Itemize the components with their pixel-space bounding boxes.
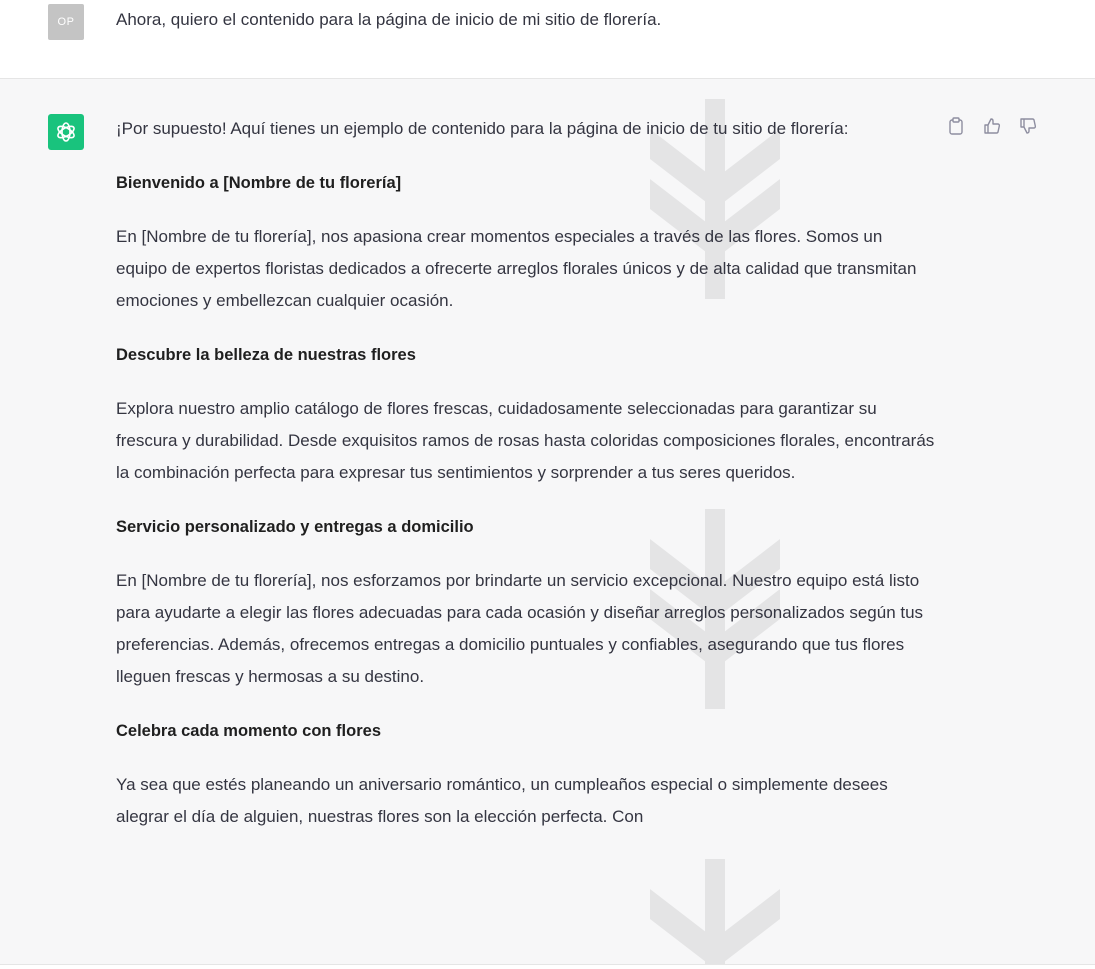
- message-actions: [945, 115, 1039, 137]
- section-body: Ya sea que estés planeando un aniversario romántico, un cumpleaños especial o simplemente desees alegrar el día de alguien, nuestras flores son la elección perfecta. Con: [116, 775, 888, 826]
- assistant-message-row: [0, 79, 1095, 964]
- user-message-text: Ahora, quiero el contenido para la página de inicio de mi sitio de florería.: [116, 10, 662, 29]
- thumbs-up-icon[interactable]: [981, 115, 1003, 137]
- section-heading: Bienvenido a [Nombre de tu florería]: [116, 174, 402, 192]
- assistant-intro: ¡Por supuesto! Aquí tienes un ejemplo de contenido para la página de inicio de tu sitio de florería:: [116, 119, 849, 138]
- avatar: OP: [48, 4, 84, 40]
- section-heading: Servicio personalizado y entregas a domicilio: [116, 518, 474, 536]
- clipboard-icon[interactable]: [945, 115, 967, 137]
- user-message-row: [0, 0, 1095, 79]
- section-body: En [Nombre de tu florería], nos esforzamos por brindarte un servicio excepcional. Nuestro equipo está listo para ayudarte a elegir las flores adecuadas para cada ocasión y diseñar arreglos personalizados según tus preferencias. Además, ofrecemos entregas a domicilio puntuales y confiables, asegurando que tus flores lleguen frescas y hermosas a su destino.: [116, 571, 924, 686]
- section-body: En [Nombre de tu florería], nos apasiona crear momentos especiales a través de las flores. Somos un equipo de expertos floristas dedicados a ofrecerte arreglos florales únicos y de alta calidad que transmitan emociones y embellezcan cualquier ocasión.: [116, 227, 917, 310]
- section-body: Explora nuestro amplio catálogo de flores frescas, cuidadosamente seleccionadas para garantizar su frescura y durabilidad. Desde exquisitos ramos de rosas hasta coloridas composiciones florales, encontrarás la combinación perfecta para expresar tus sentimientos y sorprender a tus seres queridos.: [116, 399, 935, 482]
- watermark-logo-icon: [640, 859, 790, 964]
- thumbs-down-icon[interactable]: [1017, 115, 1039, 137]
- bottom-divider: [0, 964, 1095, 969]
- assistant-message-content: [116, 113, 936, 833]
- openai-logo-icon: [48, 114, 84, 150]
- section-heading: Descubre la belleza de nuestras flores: [116, 346, 416, 364]
- section-heading: Celebra cada momento con flores: [116, 722, 381, 740]
